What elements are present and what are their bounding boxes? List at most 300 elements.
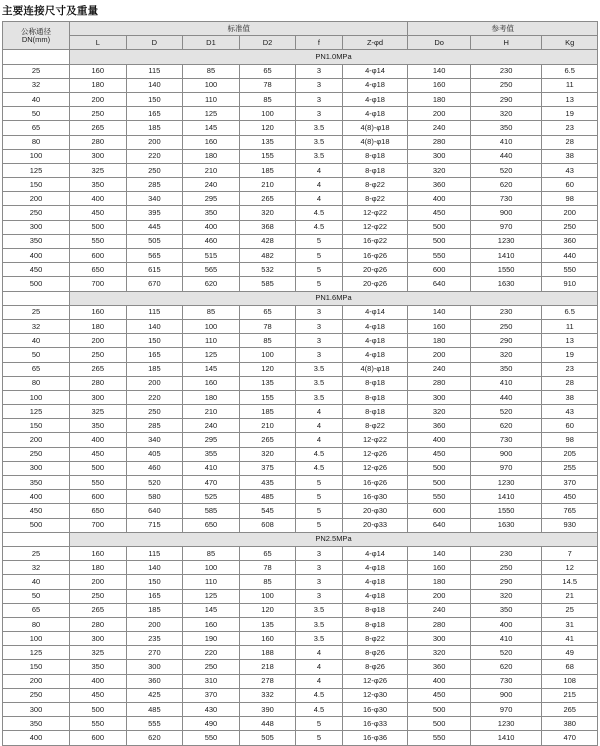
table-cell: 500 — [408, 220, 470, 234]
table-cell: 8-φ18 — [342, 603, 408, 617]
table-cell: 100 — [3, 149, 70, 163]
table-cell: 250 — [126, 163, 183, 177]
table-cell: 140 — [408, 64, 470, 78]
table-cell: 135 — [239, 135, 296, 149]
table-cell: 4-φ18 — [342, 348, 408, 362]
table-cell: 50 — [3, 107, 70, 121]
table-row — [3, 249, 598, 263]
table-cell: 150 — [126, 334, 183, 348]
table-cell: 80 — [3, 135, 70, 149]
table-cell: 270 — [126, 646, 183, 660]
table-cell: 930 — [542, 518, 598, 532]
table-cell: 38 — [542, 390, 598, 404]
table-cell: 400 — [69, 192, 126, 206]
pressure-label: PN1.0MPa — [69, 50, 597, 64]
table-cell: 1550 — [470, 263, 542, 277]
table-cell: 360 — [542, 234, 598, 248]
table-cell: 160 — [408, 319, 470, 333]
table-cell: 160 — [183, 617, 240, 631]
table-cell: 185 — [126, 121, 183, 135]
table-cell: 280 — [69, 135, 126, 149]
table-cell: 80 — [3, 617, 70, 631]
table-cell: 550 — [542, 263, 598, 277]
table-cell: 6.5 — [542, 64, 598, 78]
table-cell: 250 — [470, 78, 542, 92]
table-cell: 180 — [408, 92, 470, 106]
table-cell: 4.5 — [296, 703, 342, 717]
table-cell: 360 — [408, 178, 470, 192]
table-cell: 332 — [239, 688, 296, 702]
table-cell: 180 — [69, 78, 126, 92]
table-cell: 280 — [408, 617, 470, 631]
table-cell: 3 — [296, 64, 342, 78]
table-row — [3, 646, 598, 660]
table-cell: 4.5 — [296, 220, 342, 234]
table-cell: 4-φ14 — [342, 305, 408, 319]
pressure-label: PN1.6MPa — [69, 291, 597, 305]
table-cell: 4 — [296, 433, 342, 447]
table-cell: 205 — [542, 447, 598, 461]
table-cell: 4 — [296, 660, 342, 674]
table-row — [3, 490, 598, 504]
table-cell: 4(8)-φ18 — [342, 135, 408, 149]
table-cell: 68 — [542, 660, 598, 674]
table-row — [3, 234, 598, 248]
table-cell: 100 — [3, 632, 70, 646]
table-cell: 440 — [542, 249, 598, 263]
table-cell: 40 — [3, 334, 70, 348]
table-group-header-row — [3, 22, 598, 36]
table-cell: 4.5 — [296, 447, 342, 461]
table-cell: 200 — [126, 376, 183, 390]
table-cell: 470 — [542, 731, 598, 745]
table-cell: 500 — [69, 703, 126, 717]
table-row — [3, 376, 598, 390]
table-cell: 320 — [470, 348, 542, 362]
table-cell: 500 — [3, 277, 70, 291]
table-cell: 80 — [3, 376, 70, 390]
table-cell: 20-φ33 — [342, 518, 408, 532]
table-cell: 620 — [126, 731, 183, 745]
table-row — [3, 390, 598, 404]
table-cell: 3.5 — [296, 390, 342, 404]
table-cell: 350 — [69, 419, 126, 433]
table-cell: 640 — [126, 504, 183, 518]
table-row — [3, 178, 598, 192]
table-row — [3, 603, 598, 617]
table-cell: 250 — [470, 561, 542, 575]
table-cell: 125 — [3, 163, 70, 177]
table-cell: 650 — [69, 504, 126, 518]
table-cell: 65 — [239, 546, 296, 560]
table-cell: 600 — [69, 731, 126, 745]
header-cell-zpd: Z-φd — [342, 36, 408, 50]
table-cell: 300 — [408, 632, 470, 646]
table-cell: 140 — [126, 319, 183, 333]
table-cell: 350 — [470, 603, 542, 617]
table-cell: 65 — [239, 64, 296, 78]
table-cell: 600 — [408, 504, 470, 518]
table-cell: 4.5 — [296, 688, 342, 702]
table-cell: 4 — [296, 646, 342, 660]
table-cell: 300 — [69, 390, 126, 404]
table-cell: 320 — [470, 589, 542, 603]
table-cell: 65 — [239, 305, 296, 319]
table-cell: 160 — [69, 305, 126, 319]
table-cell: 12-φ22 — [342, 433, 408, 447]
table-row — [3, 92, 598, 106]
table-cell: 150 — [126, 92, 183, 106]
table-cell: 290 — [470, 334, 542, 348]
table-cell: 250 — [542, 220, 598, 234]
table-cell: 450 — [69, 447, 126, 461]
table-cell: 110 — [183, 92, 240, 106]
table-cell: 8-φ18 — [342, 376, 408, 390]
table-cell: 430 — [183, 703, 240, 717]
table-cell: 325 — [69, 646, 126, 660]
table-cell: 765 — [542, 504, 598, 518]
table-cell: 650 — [183, 518, 240, 532]
table-cell: 85 — [183, 546, 240, 560]
table-cell: 550 — [183, 731, 240, 745]
table-cell: 4 — [296, 419, 342, 433]
table-row — [3, 447, 598, 461]
table-row — [3, 717, 598, 731]
table-cell: 285 — [126, 419, 183, 433]
table-cell: 350 — [69, 178, 126, 192]
table-cell: 265 — [69, 121, 126, 135]
table-cell: 12-φ22 — [342, 220, 408, 234]
table-cell: 218 — [239, 660, 296, 674]
table-cell: 500 — [408, 476, 470, 490]
table-cell: 12-φ26 — [342, 461, 408, 475]
table-cell: 640 — [408, 277, 470, 291]
table-cell: 1630 — [470, 518, 542, 532]
table-row — [3, 731, 598, 745]
table-cell: 240 — [408, 362, 470, 376]
table-cell: 500 — [408, 703, 470, 717]
table-row — [3, 305, 598, 319]
table-cell: 448 — [239, 717, 296, 731]
table-cell: 65 — [3, 603, 70, 617]
table-cell: 100 — [3, 390, 70, 404]
table-cell: 370 — [542, 476, 598, 490]
table-cell: 435 — [239, 476, 296, 490]
table-cell: 8-φ18 — [342, 390, 408, 404]
table-cell: 350 — [69, 660, 126, 674]
table-cell: 235 — [126, 632, 183, 646]
table-cell: 4 — [296, 163, 342, 177]
table-cell: 16-φ26 — [342, 249, 408, 263]
table-cell: 555 — [126, 717, 183, 731]
table-cell: 140 — [126, 561, 183, 575]
table-cell: 900 — [470, 447, 542, 461]
table-cell: 8-φ18 — [342, 163, 408, 177]
table-cell: 400 — [3, 731, 70, 745]
table-cell: 490 — [183, 717, 240, 731]
table-cell: 120 — [239, 362, 296, 376]
table-row — [3, 433, 598, 447]
table-cell: 350 — [3, 717, 70, 731]
table-cell: 100 — [183, 78, 240, 92]
table-cell: 5 — [296, 234, 342, 248]
header-cell-dn — [3, 22, 70, 50]
pressure-section-header-row — [3, 50, 598, 64]
table-cell: 8-φ22 — [342, 178, 408, 192]
table-cell: 350 — [3, 234, 70, 248]
table-cell: 250 — [126, 405, 183, 419]
table-cell: 185 — [239, 405, 296, 419]
table-cell: 230 — [470, 64, 542, 78]
table-cell: 4-φ18 — [342, 561, 408, 575]
pressure-row-spacer — [3, 50, 70, 64]
table-cell: 78 — [239, 561, 296, 575]
table-cell: 20-φ26 — [342, 277, 408, 291]
table-cell: 405 — [126, 447, 183, 461]
table-cell: 360 — [408, 660, 470, 674]
table-cell: 450 — [542, 490, 598, 504]
table-cell: 355 — [183, 447, 240, 461]
table-cell: 3.5 — [296, 135, 342, 149]
table-cell: 19 — [542, 348, 598, 362]
header-cell-d: D — [126, 36, 183, 50]
table-cell: 12-φ22 — [342, 206, 408, 220]
table-cell: 23 — [542, 121, 598, 135]
table-cell: 450 — [408, 206, 470, 220]
table-cell: 482 — [239, 249, 296, 263]
table-row — [3, 589, 598, 603]
table-cell: 532 — [239, 263, 296, 277]
table-cell: 50 — [3, 589, 70, 603]
table-cell: 550 — [408, 731, 470, 745]
table-cell: 450 — [3, 504, 70, 518]
table-cell: 200 — [408, 348, 470, 362]
table-cell: 25 — [3, 64, 70, 78]
table-cell: 700 — [69, 277, 126, 291]
table-cell: 3 — [296, 575, 342, 589]
table-row — [3, 405, 598, 419]
table-cell: 4.5 — [296, 461, 342, 475]
table-cell: 200 — [126, 617, 183, 631]
table-cell: 4-φ18 — [342, 575, 408, 589]
table-cell: 320 — [239, 447, 296, 461]
connection-dimensions-table — [2, 21, 598, 746]
table-cell: 255 — [542, 461, 598, 475]
table-cell: 8-φ18 — [342, 405, 408, 419]
table-row — [3, 362, 598, 376]
table-row — [3, 334, 598, 348]
table-cell: 265 — [69, 603, 126, 617]
table-cell: 28 — [542, 135, 598, 149]
table-cell: 220 — [183, 646, 240, 660]
table-cell: 145 — [183, 603, 240, 617]
table-cell: 585 — [239, 277, 296, 291]
table-cell: 3 — [296, 589, 342, 603]
table-row — [3, 703, 598, 717]
table-row — [3, 660, 598, 674]
table-cell: 3 — [296, 305, 342, 319]
table-cell: 1410 — [470, 731, 542, 745]
table-cell: 240 — [183, 178, 240, 192]
table-cell: 40 — [3, 92, 70, 106]
table-cell: 145 — [183, 121, 240, 135]
table-cell: 565 — [126, 249, 183, 263]
table-cell: 4 — [296, 674, 342, 688]
table-cell: 250 — [3, 206, 70, 220]
table-cell: 3 — [296, 107, 342, 121]
table-cell: 125 — [183, 107, 240, 121]
table-cell: 200 — [408, 589, 470, 603]
table-cell: 4 — [296, 178, 342, 192]
table-cell: 300 — [3, 461, 70, 475]
table-cell: 40 — [3, 575, 70, 589]
table-cell: 525 — [183, 490, 240, 504]
table-cell: 4-φ18 — [342, 334, 408, 348]
table-cell: 400 — [3, 490, 70, 504]
table-cell: 180 — [69, 561, 126, 575]
table-cell: 200 — [126, 135, 183, 149]
table-cell: 425 — [126, 688, 183, 702]
table-row — [3, 319, 598, 333]
table-cell: 1230 — [470, 476, 542, 490]
table-row — [3, 163, 598, 177]
table-cell: 500 — [408, 461, 470, 475]
table-cell: 188 — [239, 646, 296, 660]
table-cell: 185 — [126, 603, 183, 617]
table-cell: 5 — [296, 518, 342, 532]
table-cell: 240 — [183, 419, 240, 433]
table-cell: 200 — [69, 575, 126, 589]
table-cell: 7 — [542, 546, 598, 560]
table-cell: 8-φ18 — [342, 149, 408, 163]
table-cell: 4-φ18 — [342, 107, 408, 121]
table-cell: 375 — [239, 461, 296, 475]
table-cell: 285 — [126, 178, 183, 192]
table-cell: 4 — [296, 405, 342, 419]
table-row — [3, 192, 598, 206]
table-cell: 545 — [239, 504, 296, 518]
table-cell: 100 — [183, 319, 240, 333]
table-cell: 300 — [126, 660, 183, 674]
table-cell: 450 — [69, 206, 126, 220]
table-cell: 8-φ26 — [342, 660, 408, 674]
table-cell: 325 — [69, 163, 126, 177]
table-cell: 25 — [542, 603, 598, 617]
table-row — [3, 135, 598, 149]
table-cell: 265 — [69, 362, 126, 376]
table-cell: 265 — [542, 703, 598, 717]
table-cell: 140 — [408, 546, 470, 560]
table-cell: 485 — [239, 490, 296, 504]
table-cell: 280 — [408, 135, 470, 149]
table-row — [3, 149, 598, 163]
table-cell: 250 — [470, 319, 542, 333]
table-cell: 440 — [470, 390, 542, 404]
table-cell: 500 — [408, 234, 470, 248]
table-cell: 210 — [183, 163, 240, 177]
table-cell: 23 — [542, 362, 598, 376]
table-cell: 4-φ14 — [342, 64, 408, 78]
header-cell-kg: Kg — [542, 36, 598, 50]
table-cell: 450 — [69, 688, 126, 702]
table-cell: 8-φ22 — [342, 419, 408, 433]
table-cell: 450 — [408, 447, 470, 461]
table-cell: 500 — [69, 461, 126, 475]
table-cell: 135 — [239, 617, 296, 631]
table-cell: 110 — [183, 334, 240, 348]
table-cell: 520 — [126, 476, 183, 490]
table-cell: 320 — [408, 163, 470, 177]
table-cell: 565 — [183, 263, 240, 277]
table-cell: 230 — [470, 546, 542, 560]
table-cell: 295 — [183, 192, 240, 206]
table-cell: 13 — [542, 92, 598, 106]
table-cell: 220 — [126, 390, 183, 404]
table-cell: 115 — [126, 546, 183, 560]
table-cell: 41 — [542, 632, 598, 646]
table-cell: 65 — [3, 121, 70, 135]
table-cell: 240 — [408, 121, 470, 135]
table-cell: 550 — [69, 717, 126, 731]
table-cell: 12-φ26 — [342, 447, 408, 461]
table-row — [3, 263, 598, 277]
page-title: 主要连接尺寸及重量 — [2, 5, 99, 17]
table-row — [3, 518, 598, 532]
table-cell: 3 — [296, 561, 342, 575]
table-row — [3, 575, 598, 589]
table-cell: 200 — [69, 334, 126, 348]
table-cell: 108 — [542, 674, 598, 688]
table-cell: 620 — [470, 660, 542, 674]
table-cell: 200 — [3, 192, 70, 206]
table-cell: 520 — [470, 163, 542, 177]
table-cell: 150 — [3, 178, 70, 192]
table-cell: 43 — [542, 405, 598, 419]
table-cell: 190 — [183, 632, 240, 646]
table-cell: 910 — [542, 277, 598, 291]
table-cell: 3.5 — [296, 121, 342, 135]
table-cell: 250 — [69, 348, 126, 362]
table-cell: 120 — [239, 603, 296, 617]
table-row — [3, 461, 598, 475]
table-cell: 4-φ18 — [342, 319, 408, 333]
table-row — [3, 688, 598, 702]
table-cell: 5 — [296, 476, 342, 490]
table-cell: 165 — [126, 589, 183, 603]
table-cell: 140 — [408, 305, 470, 319]
table-cell: 970 — [470, 461, 542, 475]
table-cell: 12 — [542, 561, 598, 575]
table-cell: 100 — [183, 561, 240, 575]
table-cell: 160 — [408, 78, 470, 92]
pressure-label: PN2.5MPa — [69, 532, 597, 546]
table-cell: 440 — [470, 149, 542, 163]
table-cell: 4(8)-φ18 — [342, 362, 408, 376]
table-cell: 115 — [126, 305, 183, 319]
table-cell: 5 — [296, 717, 342, 731]
table-cell: 8-φ22 — [342, 632, 408, 646]
header-cell-d1: D1 — [183, 36, 240, 50]
table-cell: 200 — [3, 674, 70, 688]
table-cell: 368 — [239, 220, 296, 234]
table-cell: 290 — [470, 575, 542, 589]
table-cell: 100 — [239, 348, 296, 362]
table-cell: 1550 — [470, 504, 542, 518]
table-cell: 4-φ18 — [342, 92, 408, 106]
table-cell: 185 — [239, 163, 296, 177]
table-cell: 620 — [470, 178, 542, 192]
table-cell: 85 — [183, 305, 240, 319]
